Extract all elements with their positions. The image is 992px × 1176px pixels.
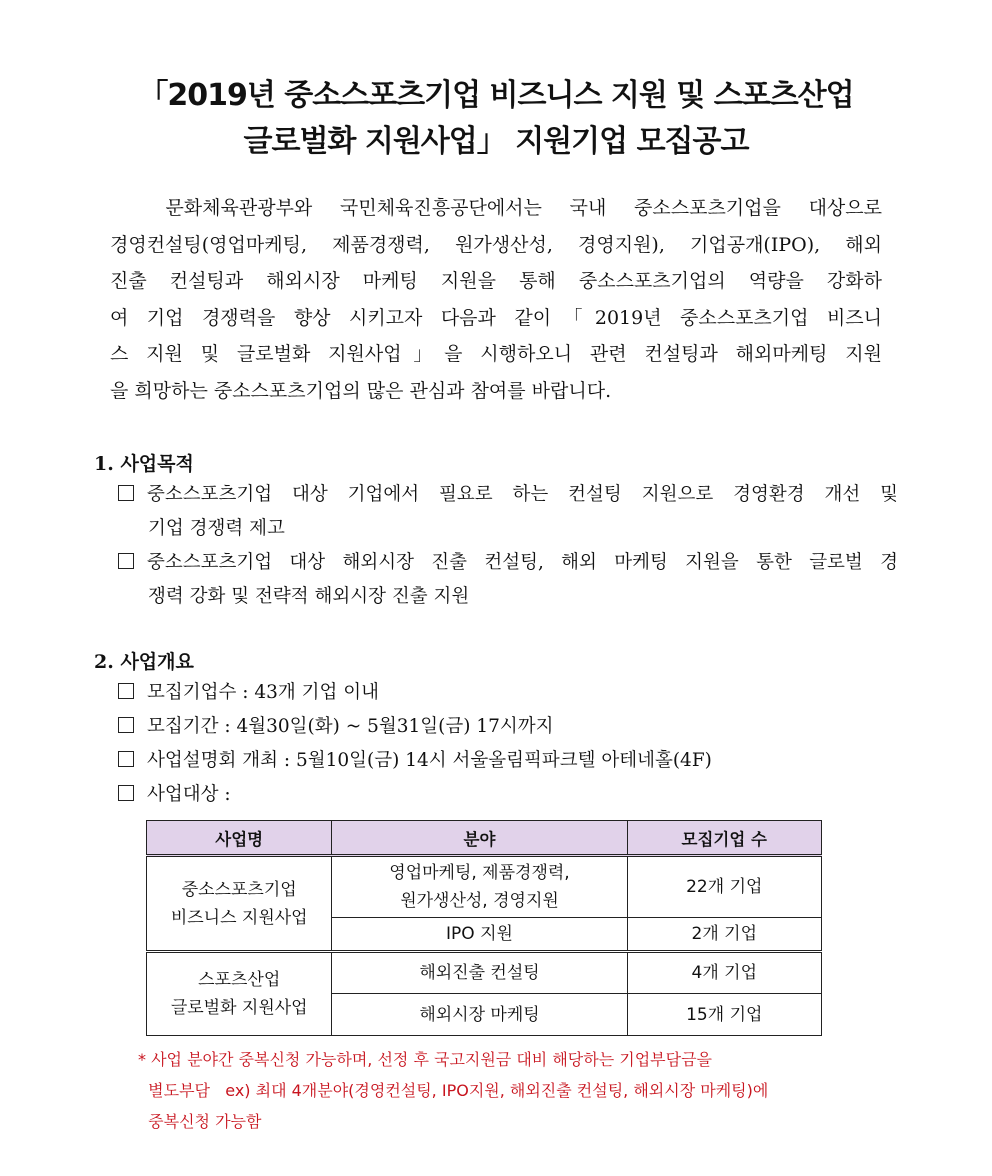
overview-item xyxy=(118,710,898,744)
intro-line: 문화체육관광부와 국민체육진흥공단에서는 국내 중소스포츠기업을 대상으로 xyxy=(110,197,882,219)
title-line-1: 「2019년 중소스포츠기업 비즈니스 지원 및 스포츠산업 xyxy=(138,78,854,113)
intro-line: 을 희망하는 중소스포츠기업의 많은 관심과 참여를 바랍니다. xyxy=(110,379,612,402)
field-line: 원가생산성, 경영지원 xyxy=(400,891,559,911)
overview-item xyxy=(118,744,898,778)
business-name-line: 비즈니스 지원사업 xyxy=(170,907,308,928)
checkbox-icon xyxy=(118,751,134,767)
footnote-line: 중복신청 가능함 xyxy=(138,1112,262,1131)
count-cell: 22개 기업 xyxy=(627,856,821,918)
overview-item xyxy=(118,778,898,812)
overview-item-text: 사업설명회 개최 : 5월10일(금) 14시 서울올림픽파크텔 아테네홀(4F) xyxy=(147,750,712,771)
business-name-line: 중소스포츠기업 xyxy=(181,879,297,900)
overview-item-text: 모집기간 : 4월30일(화) ~ 5월31일(금) 17시까지 xyxy=(147,716,554,737)
field-line: 영업마케팅, 제품경쟁력, xyxy=(389,863,570,883)
field-cell xyxy=(332,856,627,918)
header-field: 분야 xyxy=(332,821,627,856)
business-name-line: 스포츠산업 xyxy=(198,970,281,990)
purpose-item-text-cont: 쟁력 강화 및 전략적 해외시장 진출 지원 xyxy=(148,586,470,607)
intro-line: 진출 컨설팅과 해외시장 마케팅 지원을 통해 중소스포츠기업의 역량을 강화하 xyxy=(110,270,882,292)
intro-paragraph xyxy=(110,190,882,409)
footnote xyxy=(138,1044,918,1137)
checkbox-icon xyxy=(118,485,134,501)
title-line-2: 글로벌화 지원사업」 지원기업 모집공고 xyxy=(243,124,749,159)
table-row xyxy=(147,952,822,994)
header-recruit-count: 모집기업 수 xyxy=(627,821,821,856)
checkbox-icon xyxy=(118,785,134,801)
intro-line: 경영컨설팅(영업마케팅, 제품경쟁력, 원가생산성, 경영지원), 기업공개(IPO), 해외 xyxy=(110,233,882,256)
intro-line: 스 지원 및 글로벌화 지원사업」을 시행하오니 관련 컨설팅과 해외마케팅 지원 xyxy=(110,343,882,365)
section-1-heading: 1. 사업목적 xyxy=(94,453,194,475)
checkbox-icon xyxy=(118,683,134,699)
table-header-row xyxy=(147,821,822,856)
overview-item xyxy=(118,676,898,710)
footnote-line: 별도부담 ex) 최대 4개분야(경영컨설팅, IPO지원, 해외진출 컨설팅, 해외시장 마케팅)에 xyxy=(138,1081,769,1100)
overview-item-text: 사업대상 : xyxy=(147,784,231,805)
checkbox-icon xyxy=(118,717,134,733)
purpose-item xyxy=(118,478,898,546)
field-cell: IPO 지원 xyxy=(332,918,627,952)
field-cell: 해외시장 마케팅 xyxy=(332,994,627,1036)
field-cell: 해외진출 컨설팅 xyxy=(332,952,627,994)
business-name-cell xyxy=(147,952,332,1036)
target-table xyxy=(146,820,822,1036)
purpose-item-text: 중소스포츠기업 대상 해외시장 진출 컨설팅, 해외 마케팅 지원을 통한 글로벌 경 xyxy=(147,552,898,573)
purpose-item-text-cont: 기업 경쟁력 제고 xyxy=(148,518,285,539)
count-cell: 4개 기업 xyxy=(627,952,821,994)
intro-line: 여 기업 경쟁력을 향상 시키고자 다음과 같이「2019년 중소스포츠기업 비즈니 xyxy=(110,306,882,329)
header-business-name: 사업명 xyxy=(147,821,332,856)
section-2-heading: 2. 사업개요 xyxy=(94,651,194,673)
footnote-line: * 사업 분야간 중복신청 가능하며, 선정 후 국고지원금 대비 해당하는 기업부담금을 xyxy=(138,1050,712,1069)
purpose-item xyxy=(118,546,898,614)
purpose-item-text: 중소스포츠기업 대상 기업에서 필요로 하는 컨설팅 지원으로 경영환경 개선 및 xyxy=(147,484,898,505)
checkbox-icon xyxy=(118,553,134,569)
count-cell: 15개 기업 xyxy=(627,994,821,1036)
business-name-cell xyxy=(147,856,332,952)
table-row xyxy=(147,856,822,918)
count-cell: 2개 기업 xyxy=(627,918,821,952)
business-name-line: 글로벌화 지원사업 xyxy=(170,998,308,1018)
overview-item-text: 모집기업수 : 43개 기업 이내 xyxy=(147,682,380,703)
